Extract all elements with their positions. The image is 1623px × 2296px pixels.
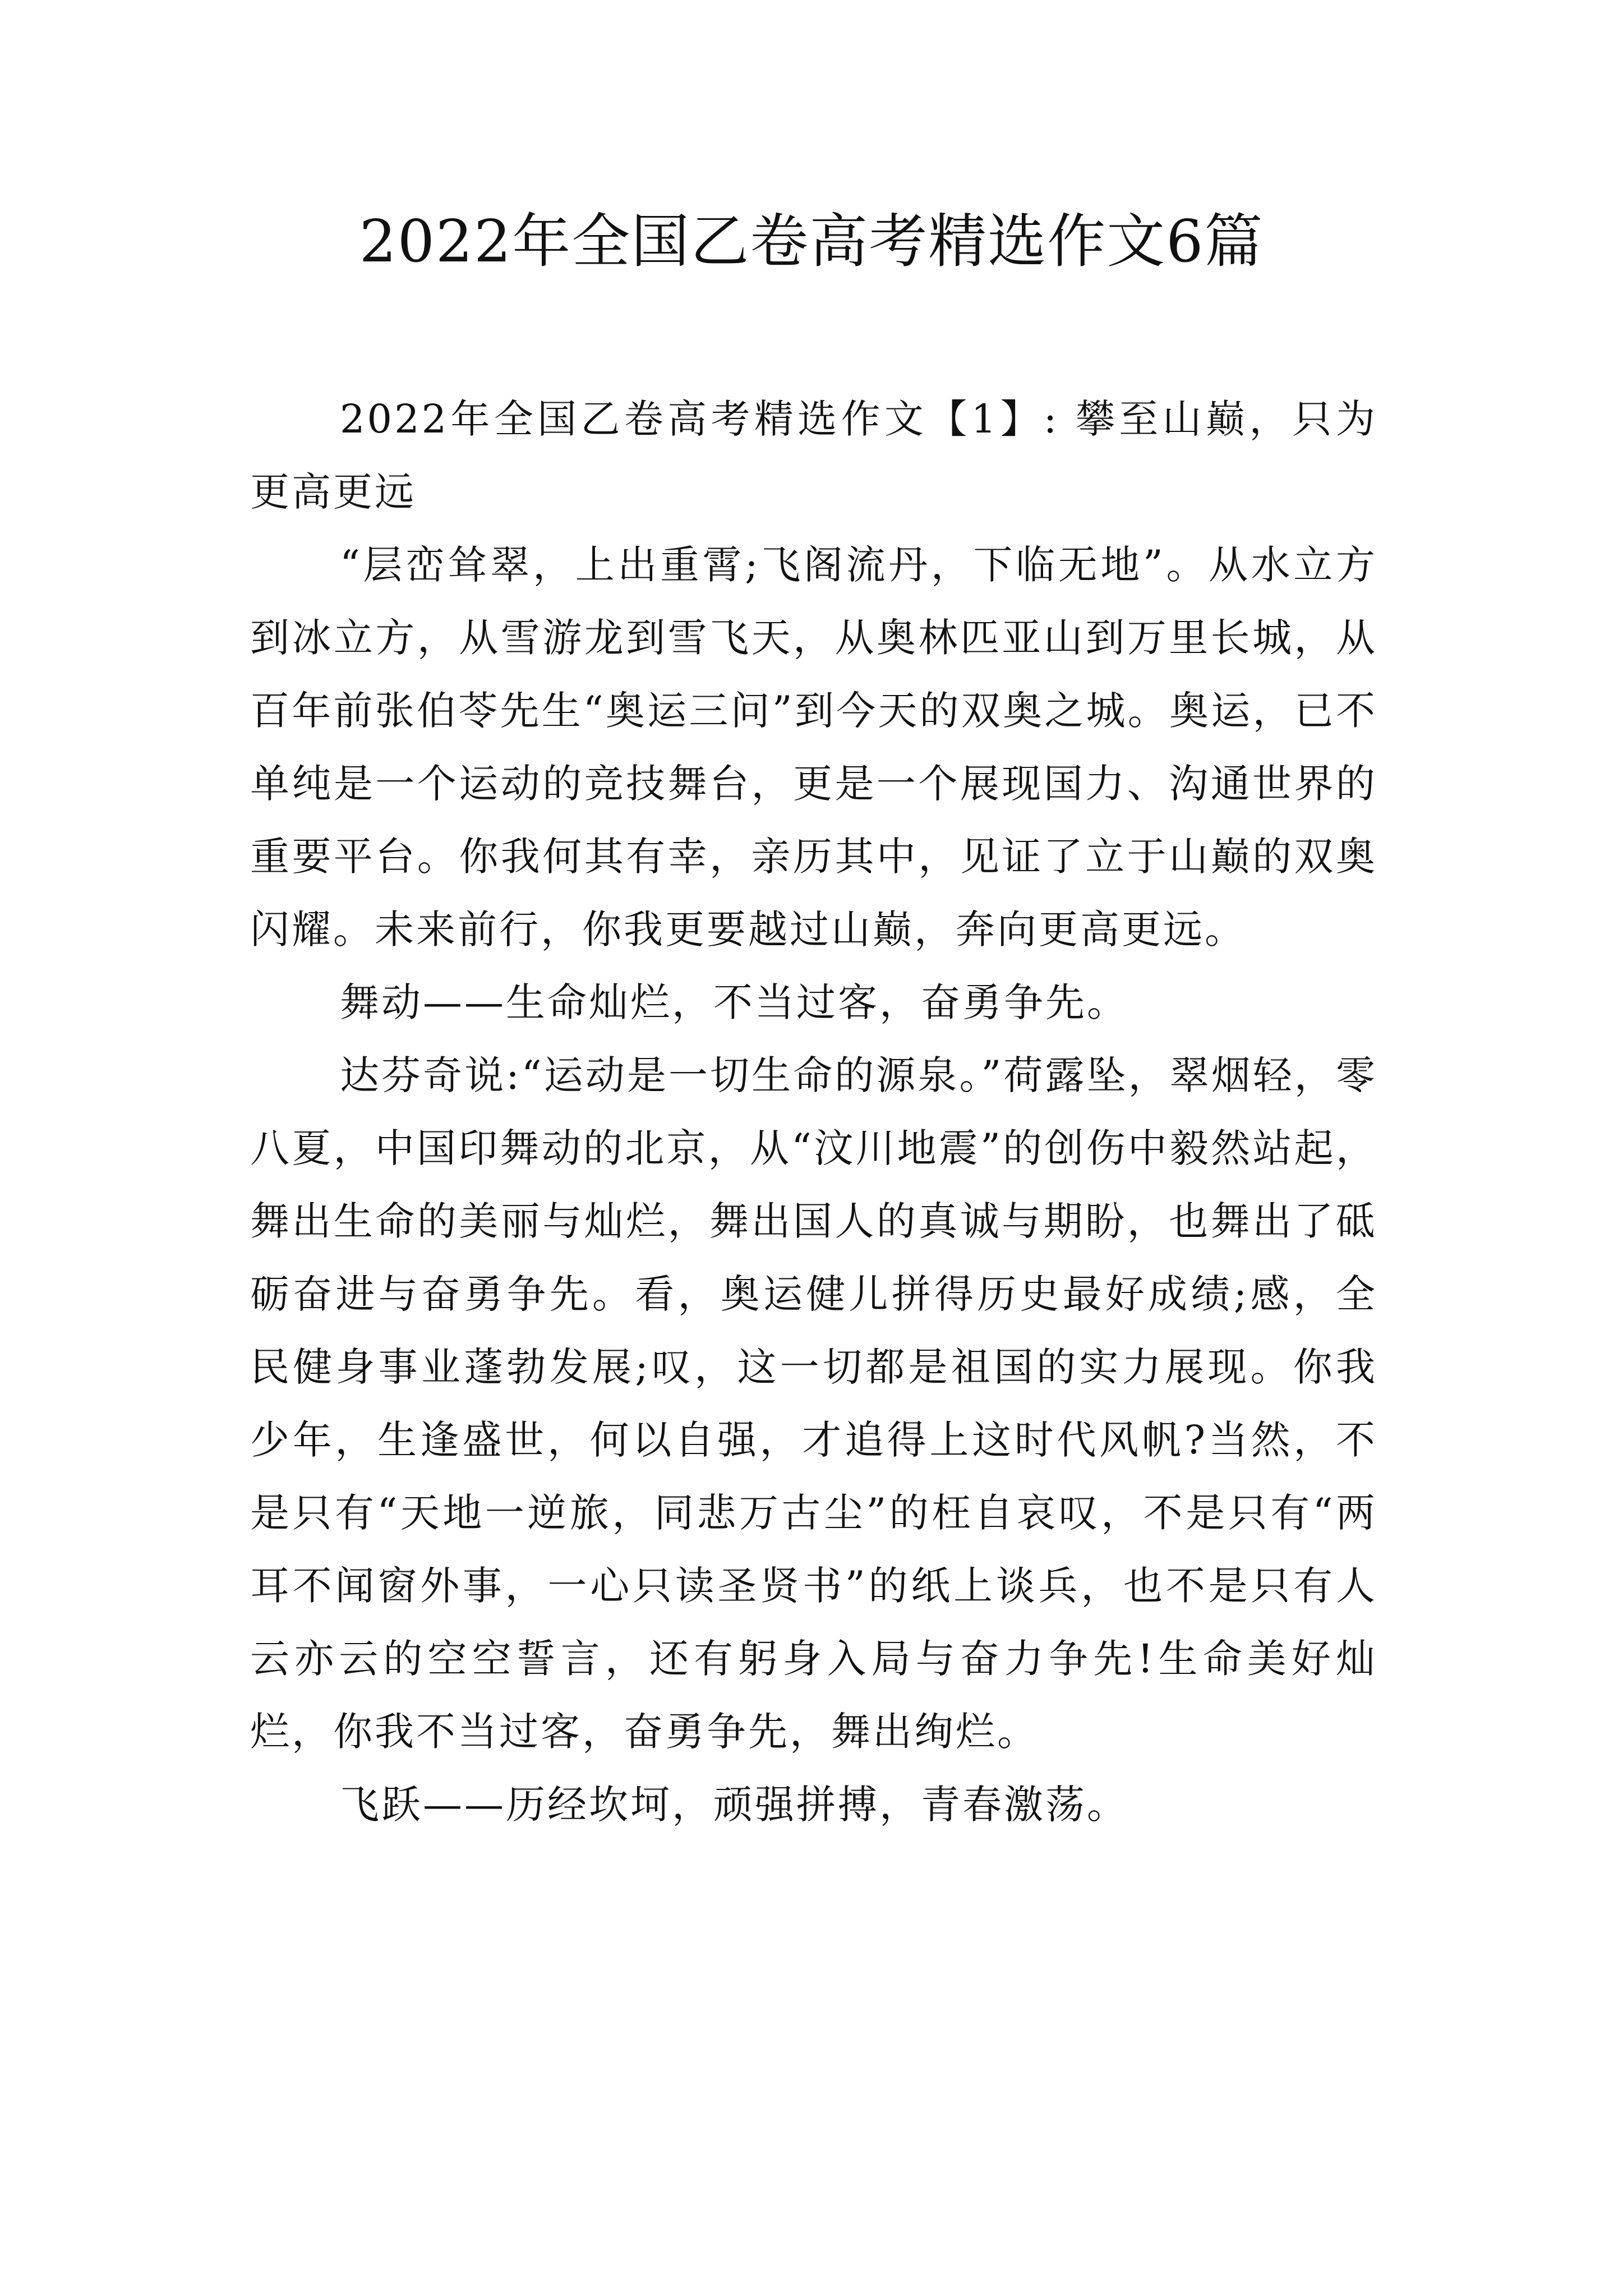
paragraph-subheading: 飞跃——历经坎坷，顽强拼搏，青春激荡。 (340, 1782, 1128, 1828)
paragraph: 达芬奇说:“运动是一切生命的源泉。”荷露坠，翠烟轻，零八夏，中国印舞动的北京，从“汶川地震”的创伤中毅然站起，舞出生命的美丽与灿烂，舞出国人的真诚与期盼，也舞出了砥砺奋进与奋勇争先。看，奥运健儿拼得历史最好成绩;感，全民健身事业蓬勃发展;叹，这一切都是祖国的实力展现。你我少年，生逢盛世，何以自强，才追得上这时代风帆?当然，不是只有“天地一逆旅，同悲万古尘”的枉自哀叹，不是只有“两耳不闻窗外事，一心只读圣贤书”的纸上谈兵，也不是只有人云亦云的空空誓言，还有躬身入局与奋力争先!生命美好灿烂，你我不当过客，奋勇争先，舞出绚烂。 (250, 1052, 1377, 1755)
paragraph-heading-1: 2022年全国乙卷高考精选作文【1】: 攀至山巅，只为更高更远 (250, 396, 1377, 515)
paragraph-subheading: 舞动——生命灿烂，不当过客，奋勇争先。 (340, 979, 1128, 1025)
document-title: 2022年全国乙卷高考精选作文6篇 (359, 207, 1264, 275)
paragraph: “层峦耸翠，上出重霄;飞阁流丹，下临无地”。从水立方到冰立方，从雪游龙到雪飞天，从奥林匹亚山到万里长城，从百年前张伯苓先生“奥运三问”到今天的双奥之城。奥运，已不单纯是一个运动的竞技舞台，更是一个展现国力、沟通世界的重要平台。你我何其有幸，亲历其中，见证了立于山巅的双奥闪耀。未来前行，你我更要越过山巅，奔向更高更远。 (250, 542, 1377, 953)
document-body (250, 383, 1377, 1841)
